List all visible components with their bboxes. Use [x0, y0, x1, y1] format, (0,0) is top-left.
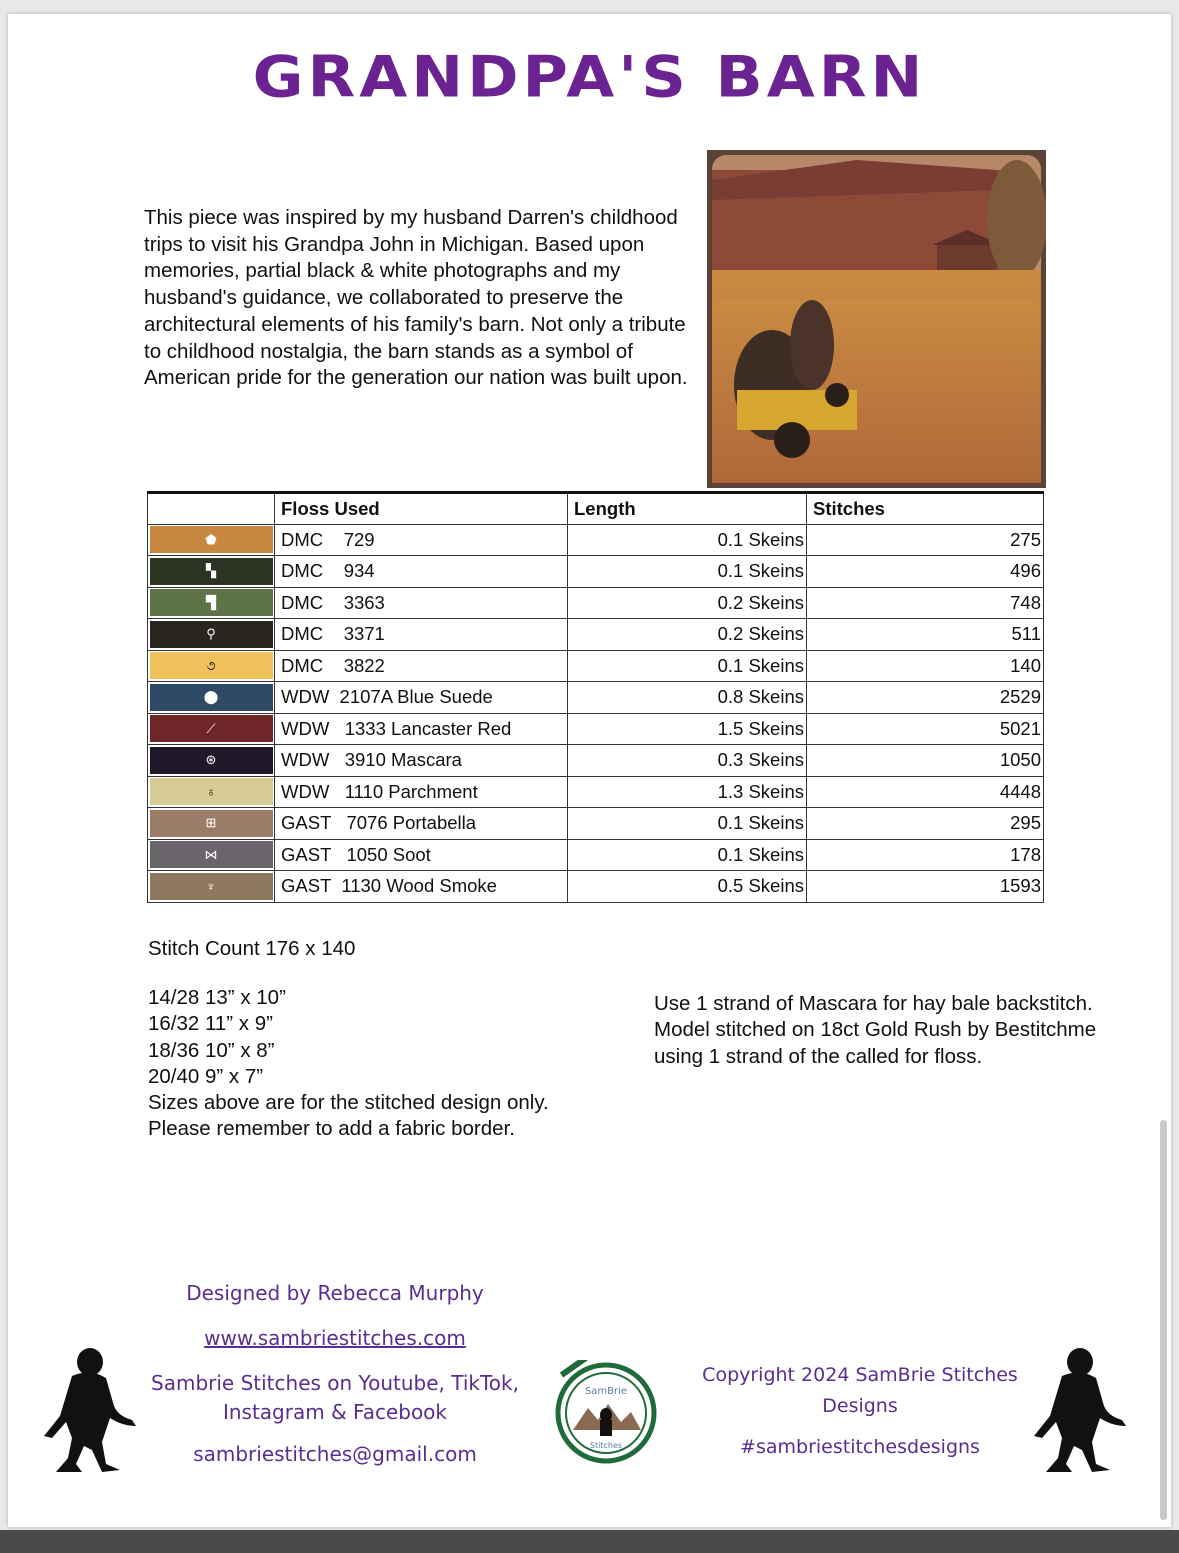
table-row	[148, 650, 1044, 682]
bigfoot-right-icon	[1032, 1346, 1132, 1474]
social-media-text: Sambrie Stitches on Youtube, TikTok, Instagram & Facebook	[151, 1371, 519, 1424]
header-swatch	[148, 493, 275, 525]
color-swatch-cell	[148, 713, 275, 745]
stitches-cell: 1593	[807, 871, 1044, 903]
table-row	[148, 776, 1044, 808]
length-cell: 1.5 Skeins	[568, 713, 807, 745]
note-item: Use 1 strand of Mascara for hay bale backstitch.	[654, 992, 1093, 1015]
color-swatch-cell	[148, 587, 275, 619]
color-swatch-cell	[148, 619, 275, 651]
stitches-cell: 1050	[807, 745, 1044, 777]
stitches-cell: 5021	[807, 713, 1044, 745]
size-note: Sizes above are for the stitched design only.	[148, 1091, 549, 1115]
color-swatch-cell	[148, 776, 275, 808]
table-row	[148, 839, 1044, 871]
size-list	[148, 985, 549, 1143]
symbol-glyph: ⚲	[206, 626, 216, 642]
table-row	[148, 745, 1044, 777]
color-swatch-cell	[148, 682, 275, 714]
symbol-glyph: ⊞	[205, 815, 217, 831]
color-swatch	[150, 558, 273, 585]
symbol-glyph: ⋈	[204, 846, 218, 862]
note-item: Model stitched on 18ct Gold Rush by Bestitchme using 1 strand of the called for floss.	[654, 1018, 1097, 1068]
color-swatch	[150, 778, 273, 805]
table-row	[148, 682, 1044, 714]
color-swatch	[150, 841, 273, 868]
length-cell: 0.5 Skeins	[568, 871, 807, 903]
color-swatch-cell	[148, 871, 275, 903]
floss-cell: DMC 3822	[275, 650, 568, 682]
color-swatch	[150, 810, 273, 837]
symbol-glyph: ▜	[206, 594, 216, 610]
floss-cell: GAST 1050 Soot	[275, 839, 568, 871]
color-swatch	[150, 873, 273, 900]
table-row	[148, 587, 1044, 619]
bigfoot-left-icon	[42, 1346, 142, 1474]
floss-cell: WDW 1333 Lancaster Red	[275, 713, 568, 745]
barn-photo	[707, 150, 1046, 488]
page-title: GRANDPA'S BARN	[252, 42, 927, 111]
color-swatch-cell	[148, 524, 275, 556]
floss-cell: DMC 3363	[275, 587, 568, 619]
stitch-count: Stitch Count 176 x 140	[148, 937, 356, 960]
table-header-row	[148, 493, 1044, 525]
floss-cell: DMC 3371	[275, 619, 568, 651]
copyright-text: Copyright 2024 SamBrie Stitches Designs	[702, 1364, 1018, 1417]
size-note: Please remember to add a fabric border.	[148, 1117, 515, 1141]
intro-paragraph: This piece was inspired by my husband Darren's childhood trips to visit his Grandpa John in Michigan. Based upon memories, partial black & white photographs and my husband's guidance, we collaborated to preserve the architectural elements of his family's barn. Not only a tribute to childhood nostalgia, the barn stands as a symbol of American pride for the generation our nation was built upon.	[144, 206, 688, 390]
length-cell: 1.3 Skeins	[568, 776, 807, 808]
logo-text-top: SamBrie	[584, 1386, 628, 1397]
logo-text-bottom: Stitches	[589, 1441, 623, 1450]
stitches-cell: 275	[807, 524, 1044, 556]
floss-cell: GAST 1130 Wood Smoke	[275, 871, 568, 903]
size-item: 20/40 9” x 7”	[148, 1064, 264, 1088]
floss-cell: WDW 1110 Parchment	[275, 776, 568, 808]
header-floss: Floss Used	[275, 493, 568, 525]
length-cell: 0.2 Skeins	[568, 587, 807, 619]
symbol-glyph: ♁	[206, 784, 216, 800]
color-swatch-cell	[148, 745, 275, 777]
symbol-glyph: ⬤	[203, 689, 219, 705]
stitching-notes	[654, 991, 1104, 1070]
length-cell: 0.1 Skeins	[568, 839, 807, 871]
length-cell: 0.1 Skeins	[568, 524, 807, 556]
sambrie-logo	[553, 1360, 659, 1466]
symbol-glyph: ♆	[206, 878, 216, 894]
symbol-glyph: ૭	[206, 657, 216, 673]
table-row	[148, 871, 1044, 903]
color-swatch-cell	[148, 650, 275, 682]
length-cell: 0.1 Skeins	[568, 650, 807, 682]
floss-table	[147, 491, 1044, 903]
length-cell: 0.1 Skeins	[568, 556, 807, 588]
size-item: 18/36 10” x 8”	[148, 1038, 275, 1062]
stitches-cell: 511	[807, 619, 1044, 651]
color-swatch	[150, 652, 273, 679]
color-swatch-cell	[148, 556, 275, 588]
hashtag-text: #sambriestitchesdesigns	[740, 1436, 980, 1458]
stitches-cell: 496	[807, 556, 1044, 588]
stitches-cell: 140	[807, 650, 1044, 682]
table-row	[148, 556, 1044, 588]
scrollbar-thumb[interactable]	[1160, 1120, 1167, 1520]
table-row	[148, 713, 1044, 745]
color-swatch	[150, 589, 273, 616]
color-swatch	[150, 621, 273, 648]
stitches-cell: 748	[807, 587, 1044, 619]
floss-cell: WDW 3910 Mascara	[275, 745, 568, 777]
symbol-glyph: ⬟	[205, 531, 217, 547]
size-item: 16/32 11” x 9”	[148, 1012, 273, 1036]
bottom-bar	[0, 1530, 1179, 1553]
color-swatch-cell	[148, 808, 275, 840]
floss-cell: GAST 7076 Portabella	[275, 808, 568, 840]
length-cell: 0.2 Skeins	[568, 619, 807, 651]
length-cell: 0.8 Skeins	[568, 682, 807, 714]
floss-cell: DMC 729	[275, 524, 568, 556]
size-item: 14/28 13” x 10”	[148, 986, 286, 1009]
color-swatch	[150, 715, 273, 742]
stitches-cell: 2529	[807, 682, 1044, 714]
symbol-glyph: ▚	[206, 563, 216, 579]
color-swatch	[150, 526, 273, 553]
symbol-glyph: ⊛	[205, 752, 217, 768]
table-row	[148, 524, 1044, 556]
stitches-cell: 4448	[807, 776, 1044, 808]
email-link[interactable]: sambriestitches@gmail.com	[193, 1442, 477, 1466]
website-link[interactable]: www.sambriestitches.com	[204, 1326, 466, 1350]
header-stitches: Stitches	[807, 493, 1044, 525]
designer-credit: Designed by Rebecca Murphy	[186, 1281, 484, 1305]
header-length: Length	[568, 493, 807, 525]
color-swatch-cell	[148, 839, 275, 871]
floss-cell: WDW 2107A Blue Suede	[275, 682, 568, 714]
length-cell: 0.3 Skeins	[568, 745, 807, 777]
table-row	[148, 619, 1044, 651]
stitches-cell: 295	[807, 808, 1044, 840]
color-swatch	[150, 684, 273, 711]
symbol-glyph: ⟋	[206, 720, 216, 736]
table-row	[148, 808, 1044, 840]
length-cell: 0.1 Skeins	[568, 808, 807, 840]
stitches-cell: 178	[807, 839, 1044, 871]
color-swatch	[150, 747, 273, 774]
floss-cell: DMC 934	[275, 556, 568, 588]
